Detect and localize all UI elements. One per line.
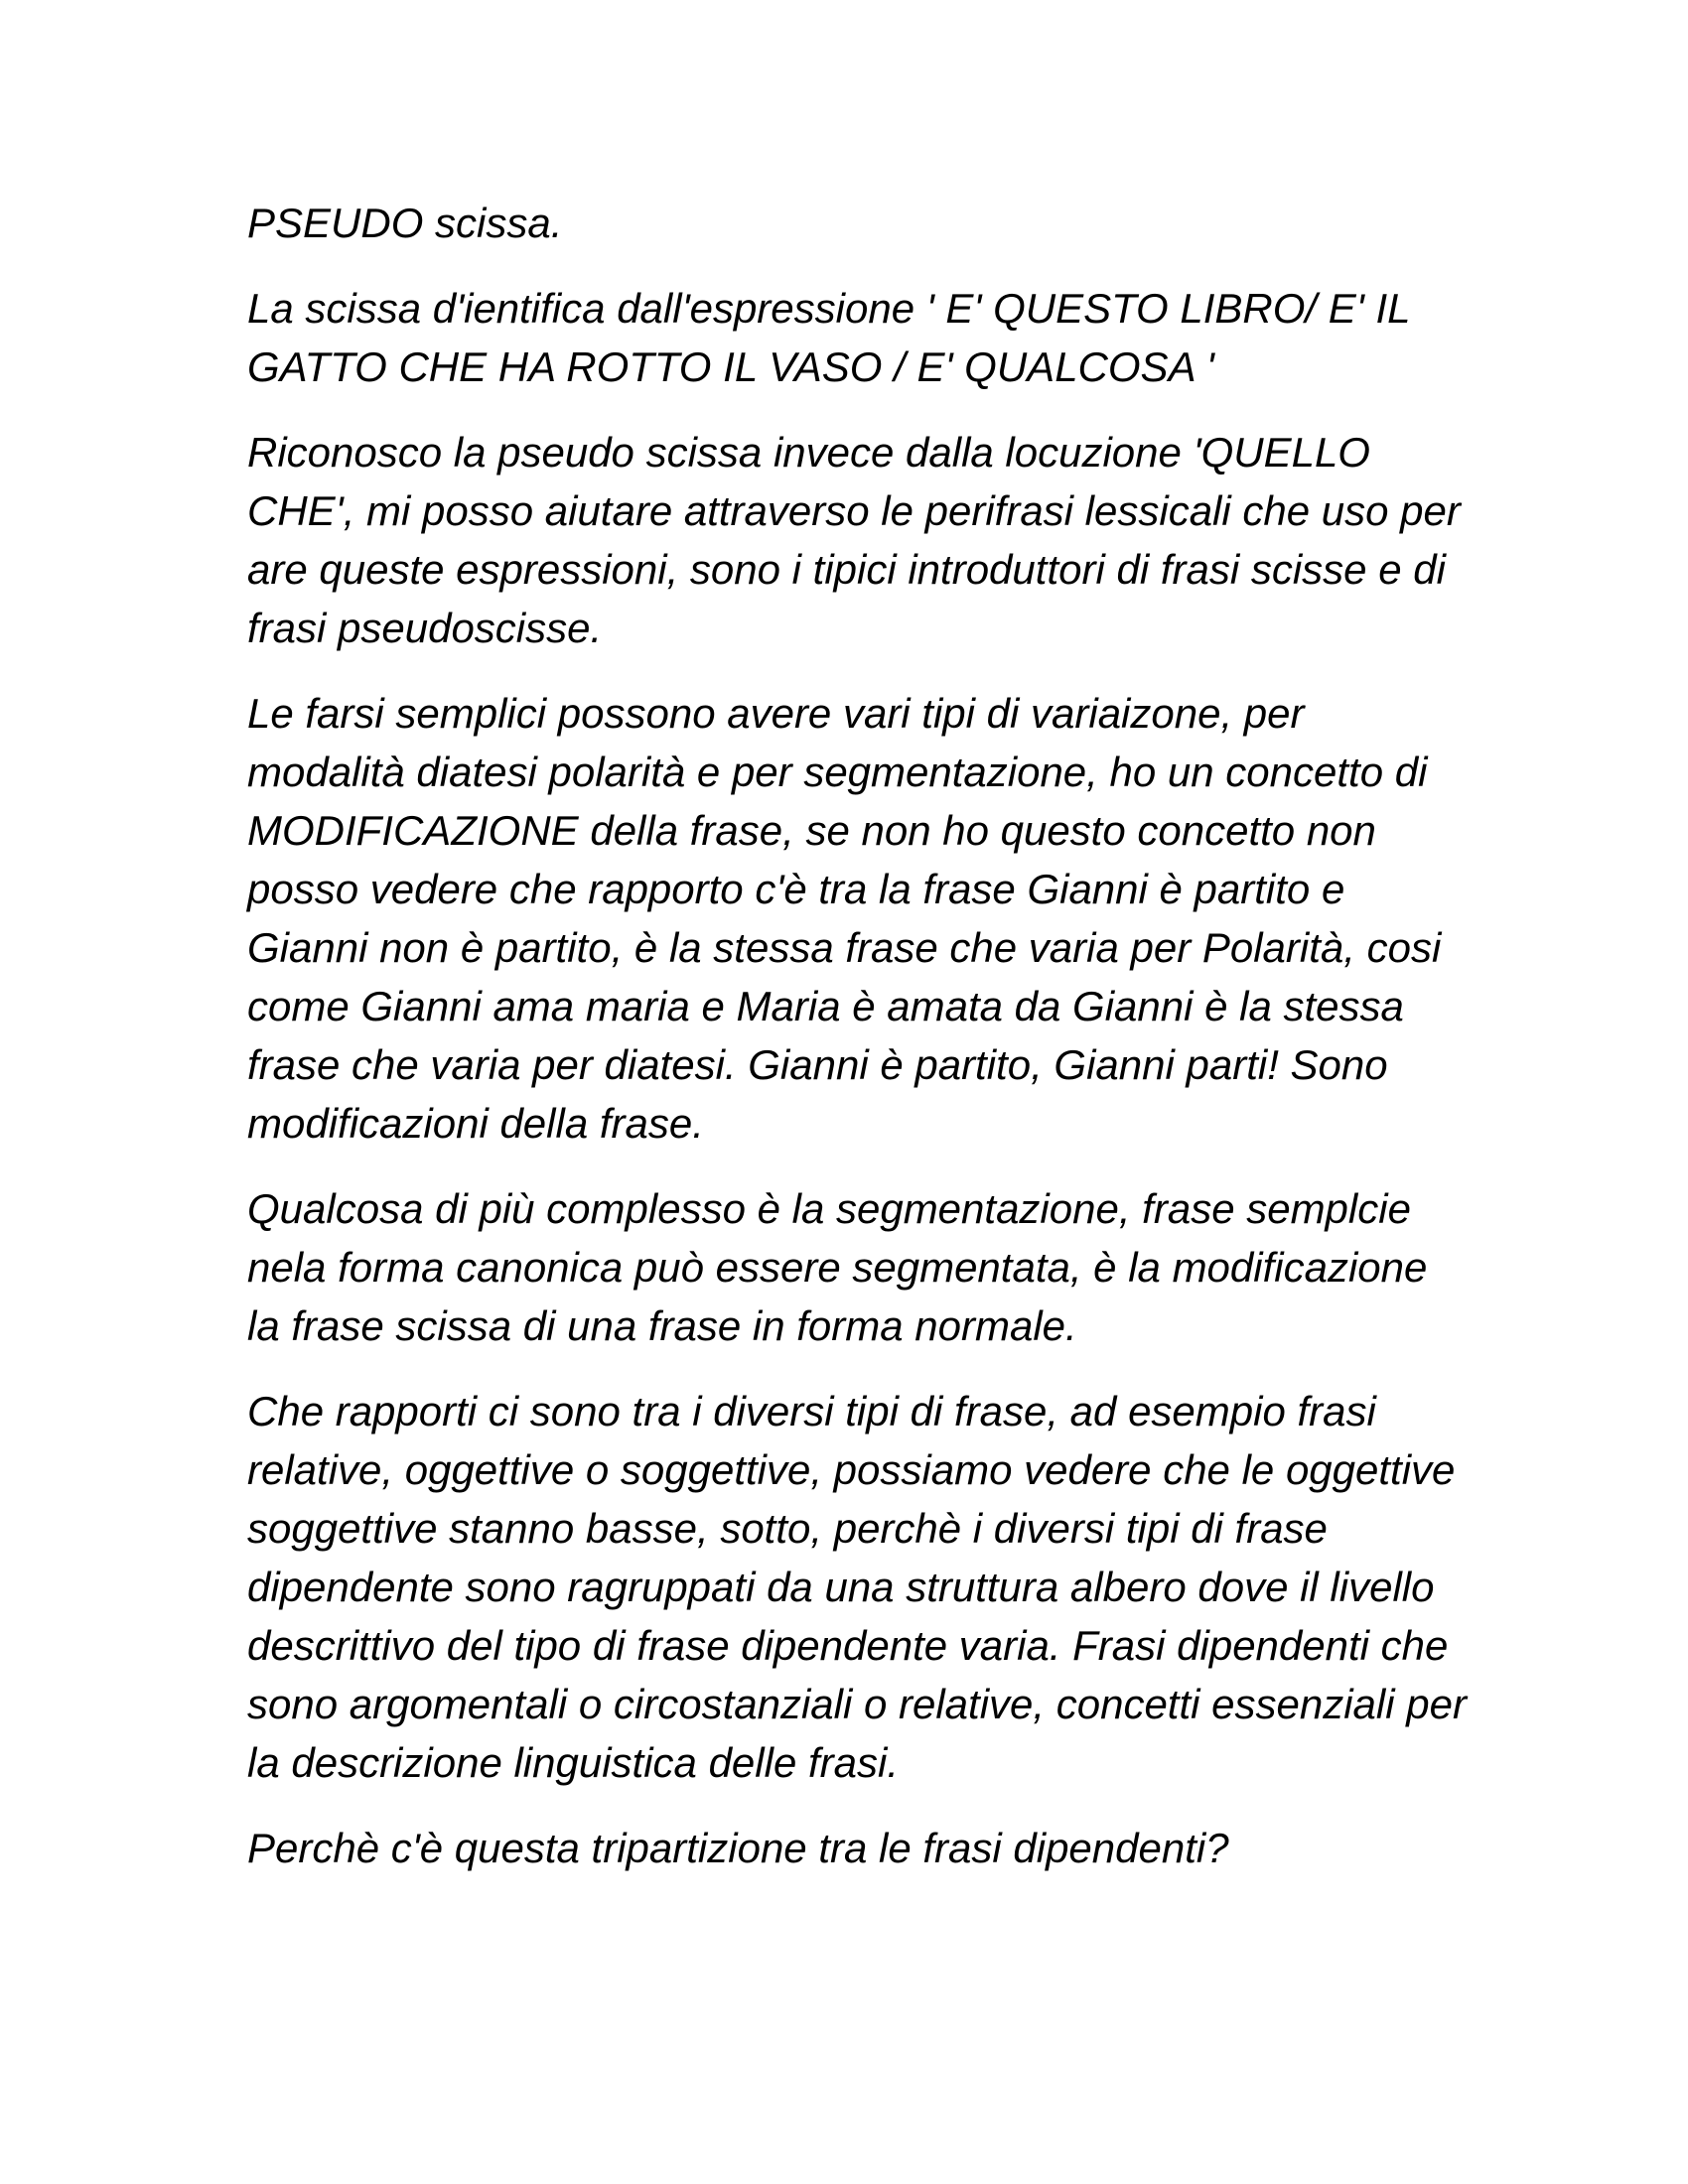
- document-page: [247, 194, 1469, 1904]
- paragraph-segmentazione: Qualcosa di più complesso è la segmentazione, frase semplcie nela forma canonica può essere segmentata, è la modificazione la frase scissa di una frase in forma normale.: [247, 1185, 1428, 1349]
- paragraph-title: PSEUDO scissa.: [247, 200, 563, 246]
- paragraph-scissa-definition: La scissa d'ientifica dall'espressione ' E' QUESTO LIBRO/ E' IL GATTO CHE HA ROTTO IL VASO / E' QUALCOSA ': [247, 285, 1410, 390]
- paragraph-question: Perchè c'è questa tripartizione tra le frasi dipendenti?: [247, 1825, 1229, 1871]
- paragraph-modificazione: Le farsi semplici possono avere vari tipi di variaizone, per modalità diatesi polarità e per segmentazione, ho un concetto di MODIFICAZIONE della frase, se non ho questo concetto non posso vedere che rapporto c'è tra la frase Gianni è partito e Gianni non è partito, è la stessa frase che varia per Polarità, cosi come Gianni ama maria e Maria è amata da Gianni è la stessa frase che varia per diatesi. Gianni è partito, Gianni parti! Sono modificazioni della frase.: [247, 690, 1442, 1147]
- paragraph-pseudo-scissa: Riconosco la pseudo scissa invece dalla locuzione 'QUELLO CHE', mi posso aiutare attraverso le perifrasi lessicali che uso per are queste espressioni, sono i tipici introduttori di frasi scisse e di frasi pseudoscisse.: [247, 429, 1461, 651]
- paragraph-frasi-dipendenti: Che rapporti ci sono tra i diversi tipi di frase, ad esempio frasi relative, oggettive o soggettive, possiamo vedere che le oggettive soggettive stanno basse, sotto, perchè i diversi tipi di frase dipendente sono ragruppati da una struttura albero dove il livello descrittivo del tipo di frase dipendente varia. Frasi dipendenti che sono argomentali o circostanziali o relative, concetti essenziali per la descrizione linguistica delle frasi.: [247, 1388, 1467, 1786]
